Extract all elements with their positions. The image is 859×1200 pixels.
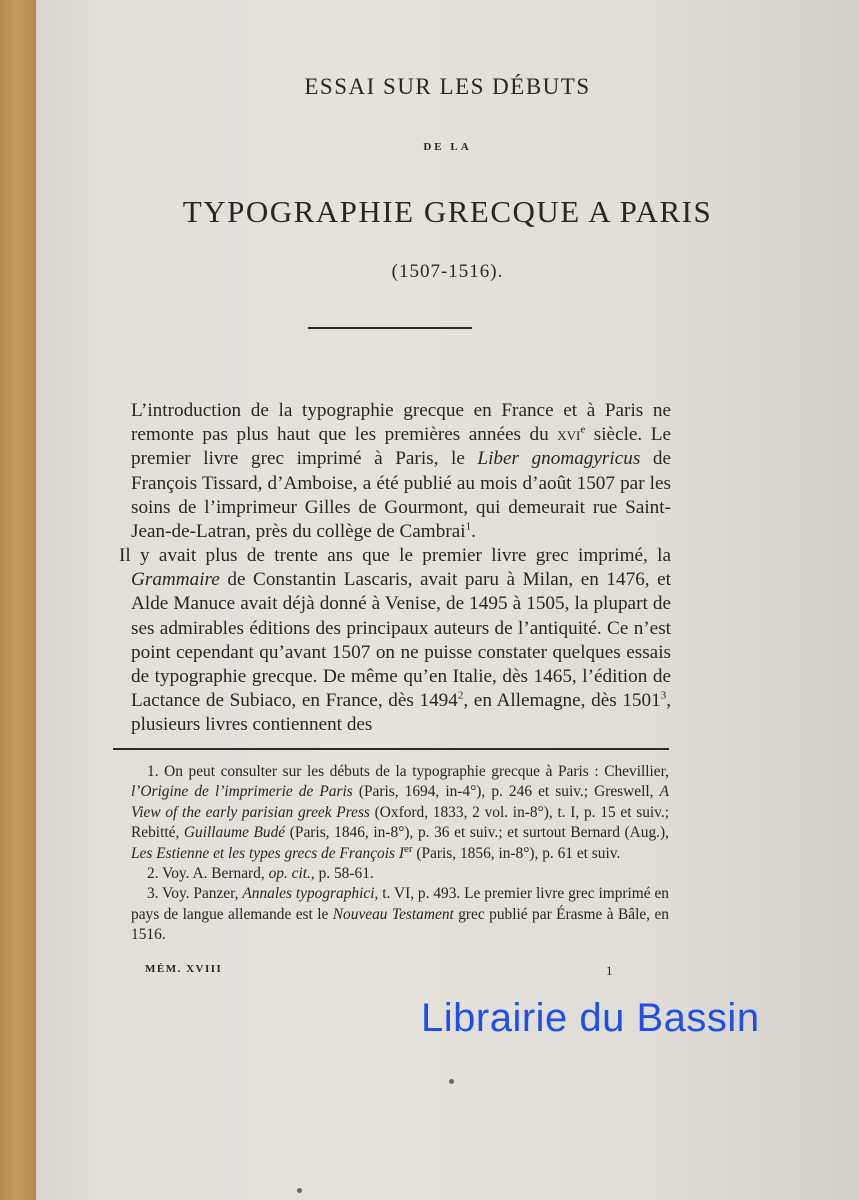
footnote-ref-1: 1 [465, 520, 472, 533]
footnote-3: 3. Voy. Panzer, Annales typographici, t. VI, p. 493. Le premier livre grec imprimé en pays de langue allemande est le Nouveau Testament grec publié par Érasme à Bâle, en 1516. [131, 885, 669, 944]
paragraph-2: Il y avait plus de trente ans que le premier livre grec imprimé, la Grammaire de Constantin Lascaris, avait paru à Milan, en 1476, et Alde Manuce avait déjà donné à Venise, de 1495 à 1505, la plupart de ses admirables éditions des principaux auteurs de l’antiquité. Ce n’est point cependant qu’avant 1507 on ne puisse constater quelques essais de typographie grecque. De même qu’en Italie, dès 1465, l’édition de Lactance de Subiaco, en France, dès 1494$^2$, en Allemagne, dès 1501$^3$, plusieurs livres contiennent des [119, 545, 671, 736]
title-line-essai: ESSAI SUR LES DÉBUTS [304, 74, 591, 99]
footnote-ref-3: 3 [660, 689, 667, 702]
title-main: TYPOGRAPHIE GRECQUE A PARIS [182, 194, 713, 229]
title-divider [308, 327, 472, 329]
gathering-number: 1 [606, 963, 613, 978]
seller-watermark: Librairie du Bassin [421, 996, 760, 1040]
paper-speck [449, 1079, 454, 1084]
footnote-ref-2: 2 [457, 689, 464, 702]
title-dates: (1507-1516). [391, 261, 504, 282]
footnotes [131, 762, 669, 946]
footnote-1: 1. On peut consulter sur les débuts de la typographie grecque à Paris : Chevillier, l’Origine de l’imprimerie de Paris (Paris, 1694, in-4°), p. 246 et suiv.; Greswell, A View of the early parisian greek Press (Oxford, 1833, 2 vol. in-8°), t. I, p. 15 et suiv.; Rebitté, Guillaume Budé (Paris, 1846, in-8°), p. 36 et suiv.; et surtout Bernard (Aug.), Les Estienne et les types grecs de François Ier (Paris, 1856, in-8°), p. 61 et suiv. [131, 763, 669, 862]
title-line-de-la: DE LA [423, 141, 472, 153]
signature-mark: MÉM. XVIII [145, 963, 223, 975]
footnote-2: 2. Voy. A. Bernard, op. cit., p. 58-61. [147, 865, 374, 883]
book-spine-edge [0, 0, 40, 1200]
paper-speck [297, 1188, 302, 1193]
paragraph-1: L’introduction de la typographie grecque en France et à Paris ne remonte pas plus haut que les premières années du xvi$^e$ siècle. Le premier livre grec imprimé à Paris, le Liber gnomagyricus de François Tissard, d’Amboise, a été publié au mois d’août 1507 par les soins de l’imprimeur Gilles de Gourmont, qui demeurait rue Saint-Jean-de-Latran, près du collège de Cambrai$^1$. [131, 400, 671, 543]
footnote-divider [113, 748, 669, 750]
